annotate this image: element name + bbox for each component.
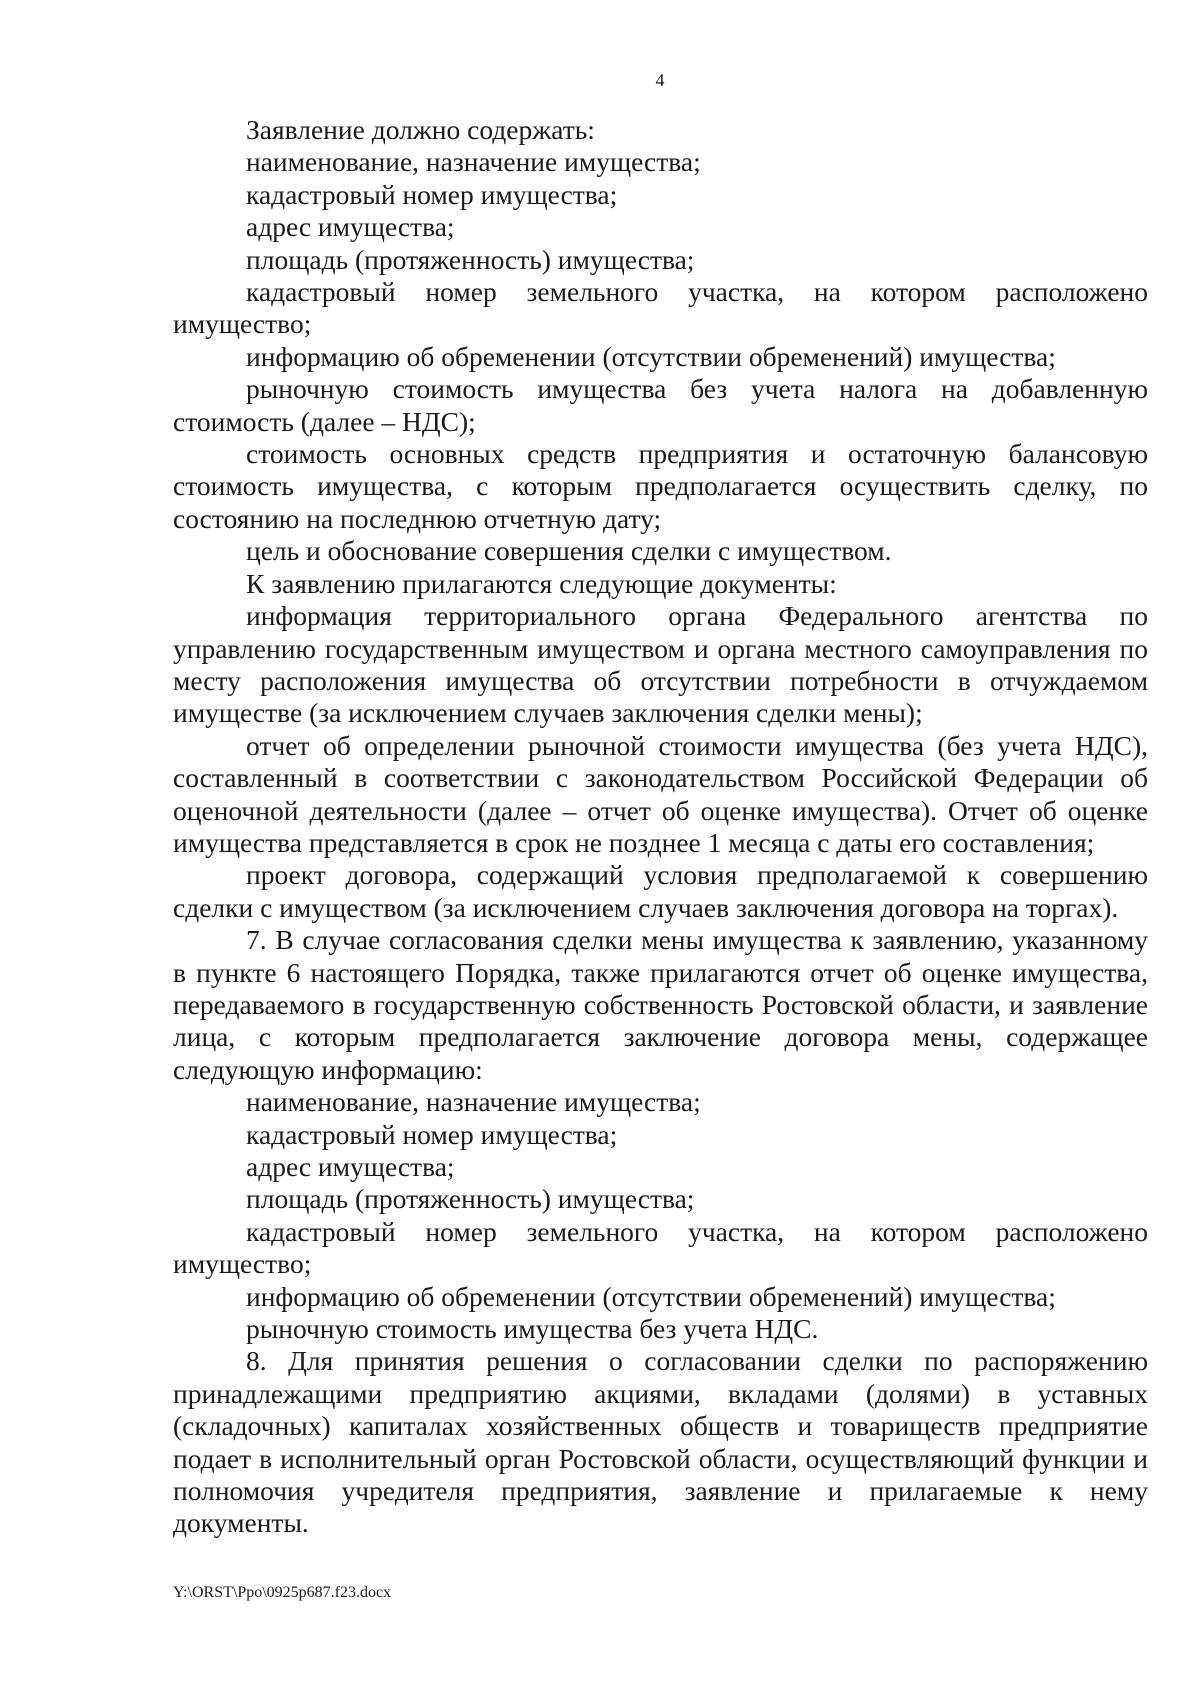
- paragraph: отчет об определении рыночной стоимости имущества (без учета НДС), составленный в соответствии с законодательством Российской Федерации об оценочной деятельности (далее – отчет об оценке имущества). Отчет об оценке имущества представляется в срок не позднее 1 месяца с даты его составления;: [173, 729, 1148, 858]
- paragraph: кадастровый номер земельного участка, на котором расположено имущество;: [173, 1215, 1148, 1280]
- paragraph: кадастровый номер земельного участка, на котором расположено имущество;: [173, 276, 1148, 340]
- paragraph: наименование, назначение имущества;: [246, 1086, 701, 1118]
- paragraph: 7. В случае согласования сделки мены имущества к заявлению, указанному в пункте 6 настоящего Порядка, также прилагаются отчет об оценке имущества, передаваемого в государственную собственность Ростовской области, и заявление лица, с которым предполагается заключение договора мены, содержащее следующую информацию:: [173, 924, 1148, 1085]
- paragraph: площадь (протяженность) имущества;: [246, 243, 695, 275]
- paragraph: 8. Для принятия решения о согласовании сделки по распоряжению принадлежащими предприятию акциями, вкладами (долями) в уставных (складочных) капиталах хозяйственных обществ и товариществ предприятие подает в исполнительный орган Ростовской области, осуществляющий функции и полномочия учредителя предприятия, заявление и прилагаемые к нему документы.: [173, 1345, 1148, 1539]
- paragraph: информация территориального органа Федерального агентства по управлению государственным имуществом и органа местного самоуправления по месту расположения имущества об отсутствии потребности в отчуждаемом имуществе (за исключением случаев заключения сделки мены);: [173, 600, 1148, 729]
- document-body: [173, 114, 1148, 1540]
- paragraph: площадь (протяженность) имущества;: [246, 1183, 695, 1215]
- paragraph: рыночную стоимость имущества без учета налога на добавленную стоимость (далее – НДС);: [173, 373, 1148, 437]
- paragraph: кадастровый номер имущества;: [246, 178, 618, 210]
- paragraph: информацию об обременении (отсутствии обременений) имущества;: [246, 340, 1056, 372]
- paragraph: кадастровый номер имущества;: [246, 1118, 618, 1150]
- paragraph: наименование, назначение имущества;: [246, 146, 701, 178]
- paragraph: информацию об обременении (отсутствии обременений) имущества;: [246, 1280, 1056, 1312]
- paragraph: цель и обоснование совершения сделки с имуществом.: [246, 535, 892, 567]
- paragraph: стоимость основных средств предприятия и остаточную балансовую стоимость имущества, с которым предполагается осуществить сделку, по состоянию на последнюю отчетную дату;: [173, 438, 1148, 534]
- paragraph: адрес имущества;: [246, 211, 455, 243]
- page-number: 4: [655, 70, 665, 90]
- footer-file-path: Y:\ORST\Ppo\0925p687.f23.docx: [173, 1584, 392, 1601]
- paragraph: адрес имущества;: [246, 1151, 455, 1182]
- paragraph: Заявление должно содержать:: [246, 114, 595, 145]
- paragraph: К заявлению прилагаются следующие документы:: [246, 567, 837, 599]
- paragraph: рыночную стоимость имущества без учета НДС.: [246, 1313, 819, 1345]
- paragraph: проект договора, содержащий условия предполагаемой к совершению сделки с имуществом (за исключением случаев заключения договора на торгах).: [173, 859, 1148, 923]
